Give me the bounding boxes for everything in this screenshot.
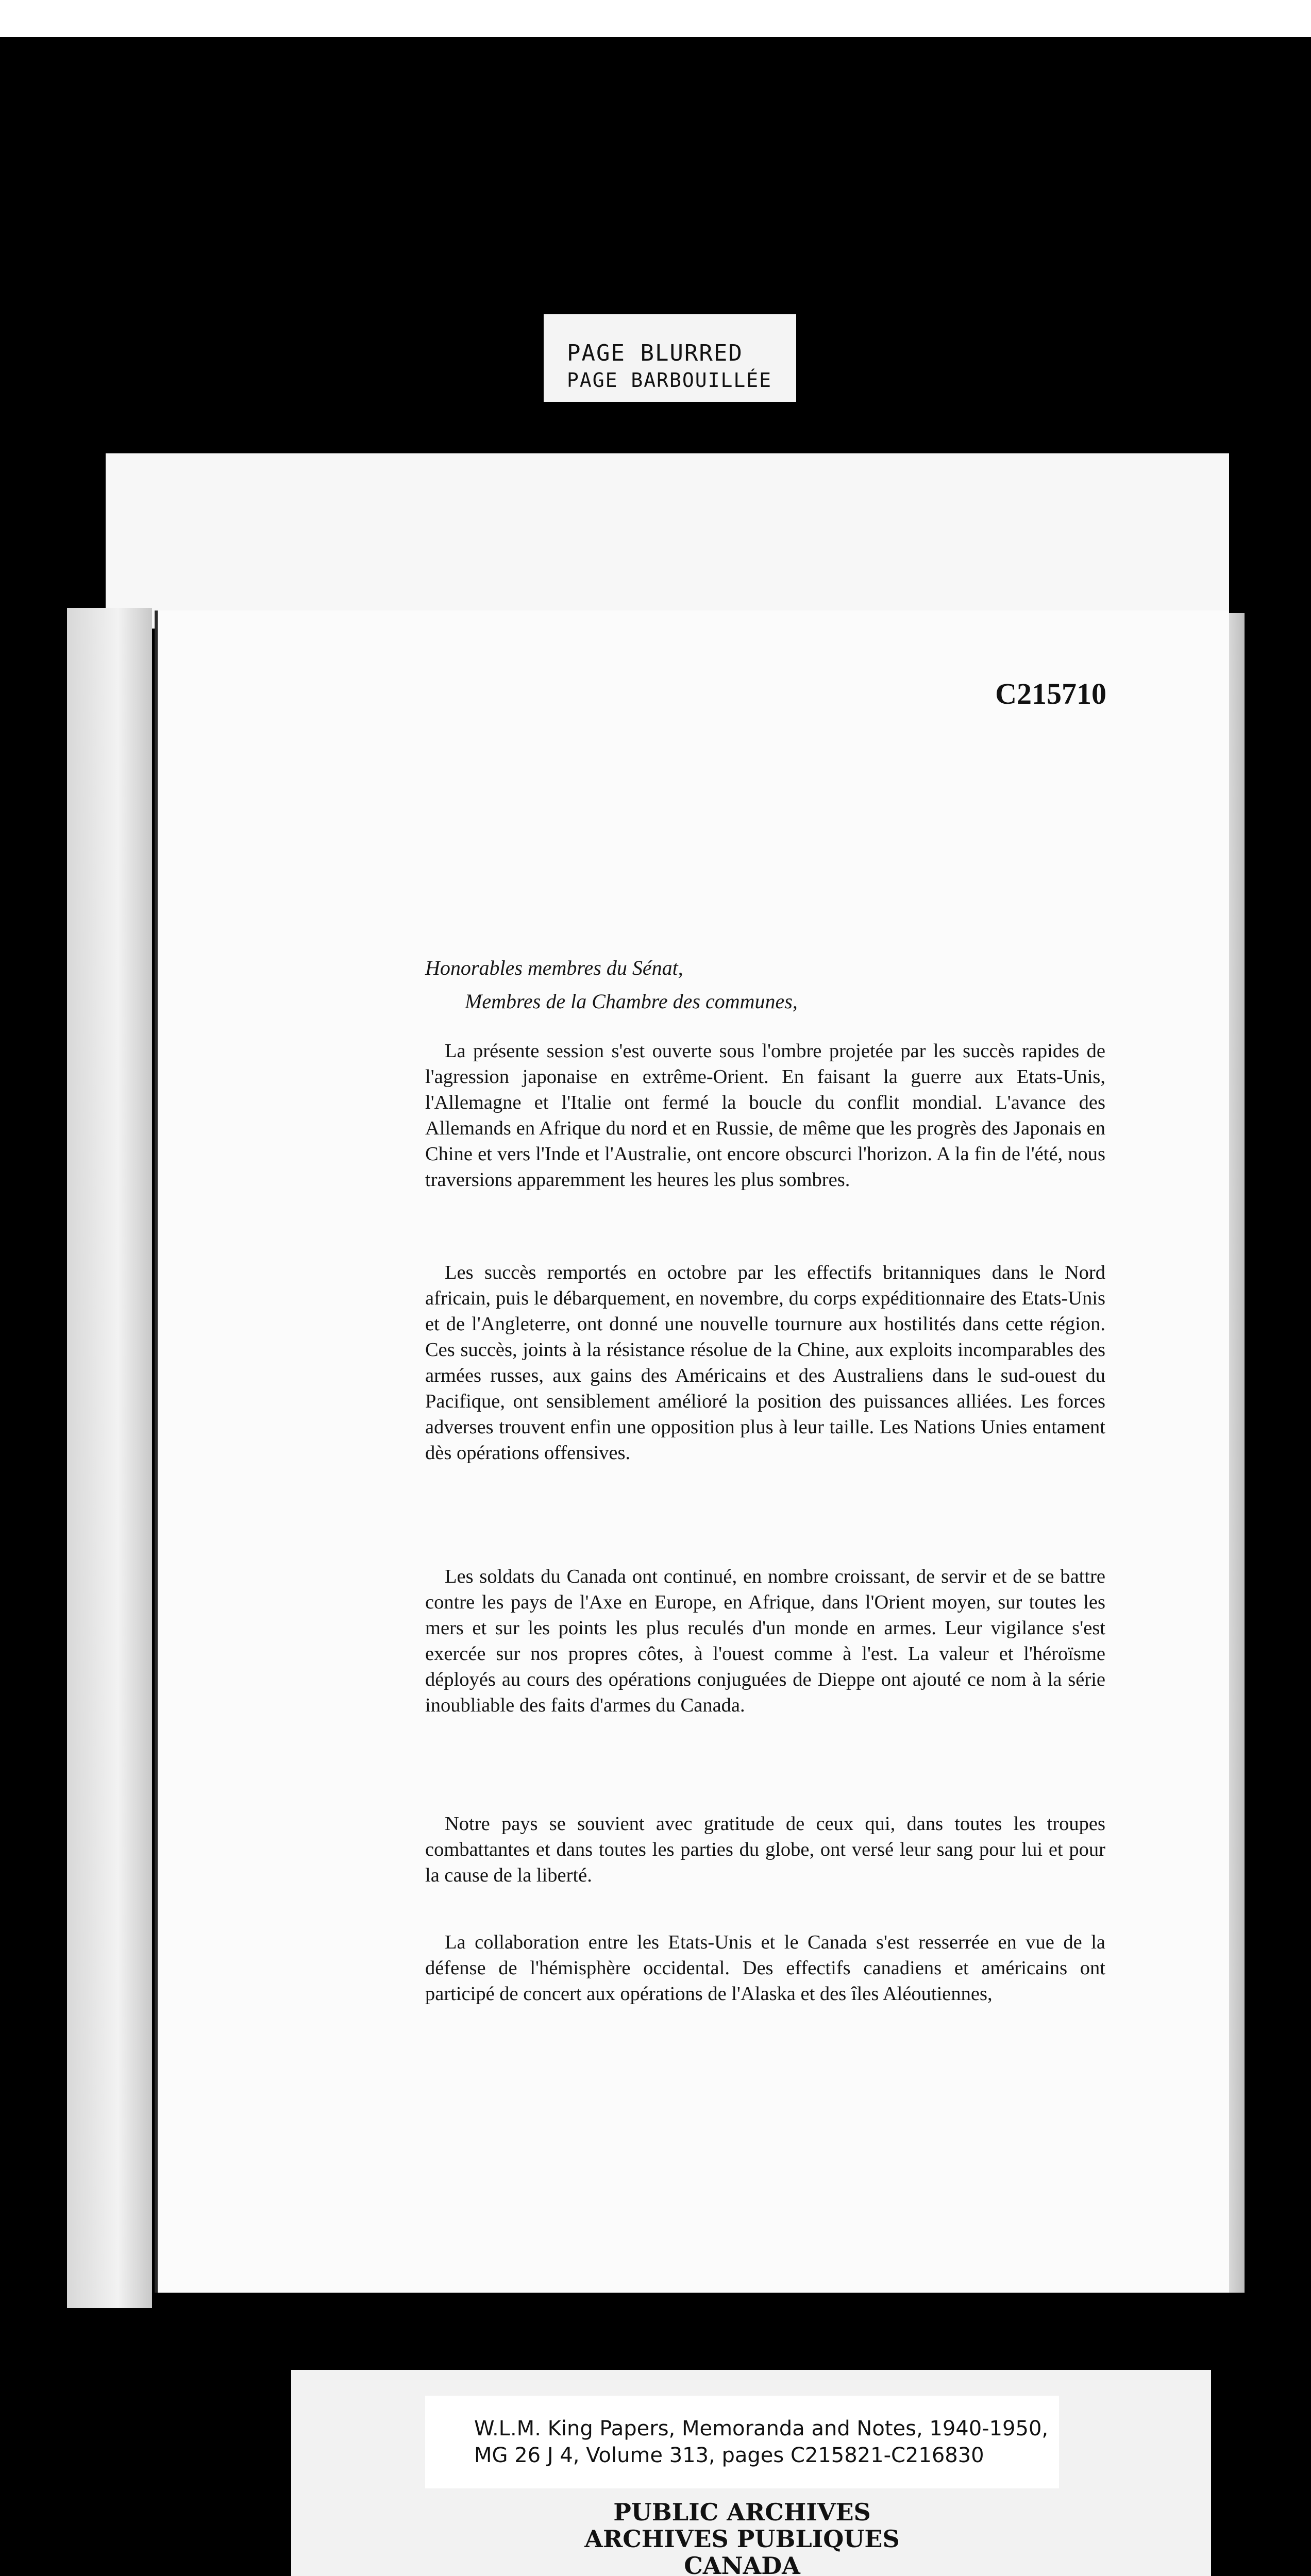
- paragraph-2: Les succès remportés en octobre par les effectifs britanniques dans le Nord africain, puis le débarquement, en novembre, du corps expéditionnaire des Etats-Unis et de l'Angleterre, ont donné une nouvelle tournure aux hostilités dans cette région. Ces succès, joints à la résistance résolue de la Chine, aux exploits incomparables des armées russes, aux gains des Américains et des Australiens dans le sud-ouest du Pacifique, ont sensiblement amélioré la position des puissances alliées. Les forces adverses trouvent enfin une opposition plus à leur taille. Les Nations Unies entament dès opérations offensives.: [425, 1262, 1105, 1464]
- archives-line-country: CANADA: [684, 2552, 800, 2576]
- faint-stamp-mark: [423, 788, 541, 809]
- document-reference-code: C215710: [995, 677, 1106, 710]
- citation-line-2: MG 26 J 4, Volume 313, pages C215821-C216830: [474, 2444, 984, 2467]
- salutation-commons: Membres de la Chambre des communes,: [465, 990, 798, 1013]
- paragraph-3: Les soldats du Canada ont continué, en nombre croissant, de servir et de se battre contre les pays de l'Axe en Europe, en Afrique, dans l'Orient moyen, sur toutes les mers et sur les points les plus reculés d'un monde en armes. Leur vigilance s'est exercée sur nos propres côtes, à l'ouest comme à l'est. La valeur et l'héroïsme déployés au cours des opérations conjuguées de Dieppe ont ajouté ce nom à la série inoubliable des faits d'armes du Canada.: [425, 1566, 1105, 1716]
- page-blurred-label-fr: PAGE BARBOUILLÉE: [567, 369, 772, 392]
- citation-line-1: W.L.M. King Papers, Memoranda and Notes, 1940-1950,: [474, 2417, 1049, 2441]
- archives-line-en: PUBLIC ARCHIVES: [613, 2498, 871, 2526]
- page-blurred-label: [544, 314, 796, 402]
- page-blurred-label-en: PAGE BLURRED: [567, 340, 743, 366]
- salutation-senate: Honorables membres du Sénat,: [425, 956, 683, 979]
- archives-line-fr: ARCHIVES PUBLIQUES: [584, 2525, 900, 2553]
- paragraph-5: La collaboration entre les Etats-Unis et le Canada s'est resserrée en vue de la défense de l'hémisphère occidental. Des effectifs canadiens et américains ont participé de concert aux opérations de l'Alaska et des îles Aléoutiennes,: [425, 1931, 1105, 2005]
- archives-stamp: [425, 2499, 1059, 2576]
- top-edge-strip: [0, 0, 1311, 37]
- document-page: [155, 611, 1229, 2293]
- citation-card: [425, 2396, 1059, 2488]
- left-page-edge: [67, 608, 152, 2308]
- back-paper-sheet: [106, 453, 1229, 629]
- paragraph-4: Notre pays se souvient avec gratitude de ceux qui, dans toutes les troupes combattantes et dans toutes les parties du globe, ont versé leur sang pour lui et pour la cause de la liberté.: [425, 1813, 1105, 1886]
- paragraph-1: La présente session s'est ouverte sous l'ombre projetée par les succès rapides de l'agression japonaise en extrême-Orient. En faisant la guerre aux Etats-Unis, l'Allemagne et l'Italie ont fermé la boucle du conflit mondial. L'avance des Allemands en Afrique du nord et en Russie, de même que les progrès des Japonais en Chine et vers l'Inde et l'Australie, ont encore obscurci l'horizon. A la fin de l'été, nous traversions apparemment les heures les plus sombres.: [425, 1040, 1105, 1191]
